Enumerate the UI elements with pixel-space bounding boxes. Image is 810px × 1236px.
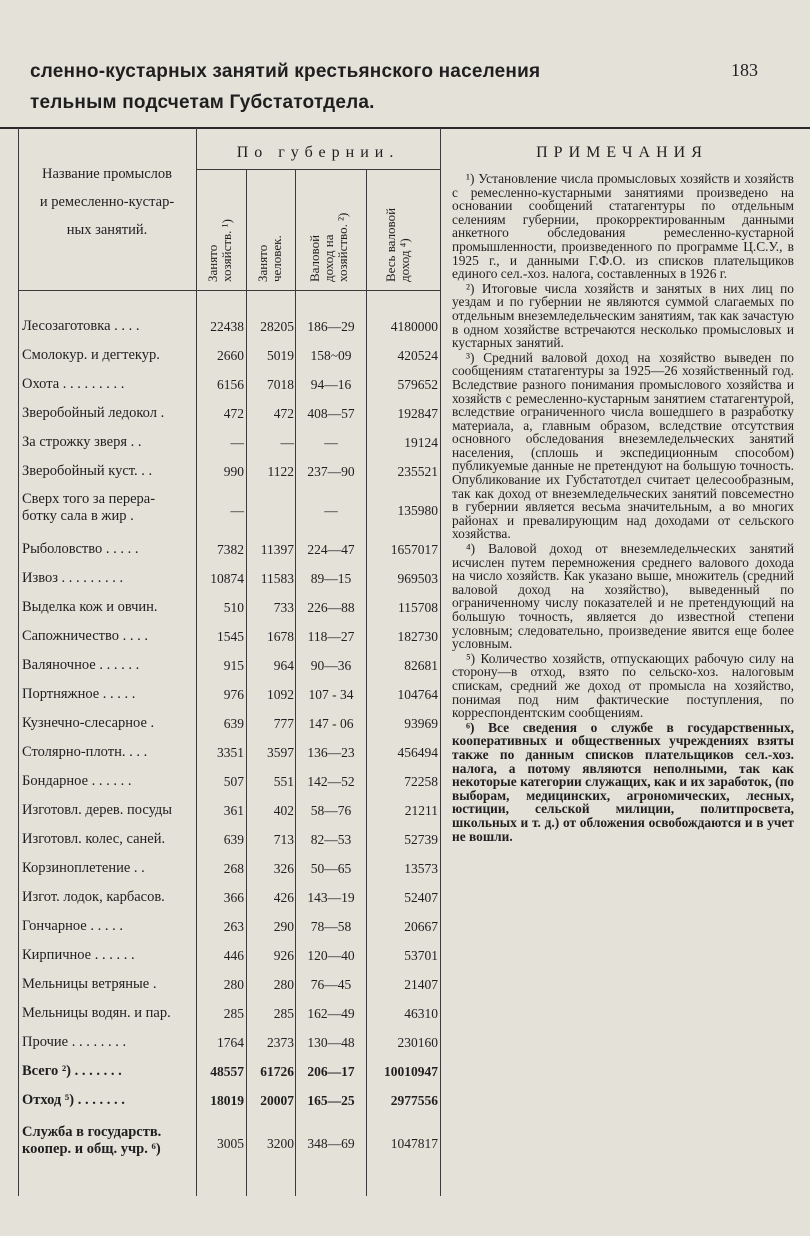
table-row bbox=[0, 773, 440, 802]
group-header: По губернии. bbox=[236, 144, 400, 161]
col-header-line: хозяйств. ¹) bbox=[219, 219, 234, 282]
note-1: ¹) Установление числа промысловых хозяйств и хозяйств с ремесленно-кустарными занятиями произведено на основании сообщений статагентуры по отдельным селениям губернии, прокорректированным данными анкетного обследования ремесленно-кустарной промышленности, произведенного по программе Ц.С.У., в 1925 г., и данными Г.Ф.О. из списков плательщиков единого сел.-хоз. налога, составленных в 1926 г. bbox=[452, 171, 794, 282]
row-name: Столярно-плотн. . . . bbox=[22, 744, 148, 760]
cell-c1: — bbox=[230, 435, 244, 450]
col-header-line: Занято bbox=[255, 244, 270, 282]
table-row bbox=[0, 318, 440, 347]
table-row bbox=[0, 434, 440, 463]
cell-c1: 976 bbox=[223, 687, 244, 702]
name-header-line: Название промыслов bbox=[42, 166, 172, 182]
col-header-persons bbox=[256, 235, 284, 282]
row-name: Охота . . . . . . . . . bbox=[22, 376, 125, 392]
cell-c4: 10010947 bbox=[384, 1064, 438, 1079]
cell-c2: 926 bbox=[273, 948, 294, 963]
cell-c2: 551 bbox=[273, 774, 294, 789]
cell-c2: 326 bbox=[273, 861, 294, 876]
table-row bbox=[0, 376, 440, 405]
cell-c4: 52739 bbox=[404, 832, 438, 847]
cell-c3: 142—52 bbox=[307, 774, 355, 789]
col-header-line: хозяйство. ²) bbox=[335, 212, 350, 282]
cell-c1: 18019 bbox=[210, 1093, 244, 1108]
note-2: ²) Итоговые числа хозяйств и занятых в них лиц по уездам и по губернии не являются суммой слагаемых по отдельным внеземледельческим занятиям, так как зачастую в одном хозяйстве встречаются несколько промысловых и кустарных занятий. bbox=[452, 280, 794, 351]
row-name: Выделка кож и овчин. bbox=[22, 599, 158, 615]
cell-c2: 20007 bbox=[260, 1093, 294, 1108]
cell-c4: 20667 bbox=[404, 919, 438, 934]
cell-c4: 19124 bbox=[404, 435, 438, 450]
cell-c3: 58—76 bbox=[310, 803, 352, 818]
cell-c2: 61726 bbox=[260, 1064, 294, 1079]
cell-c2: 713 bbox=[273, 832, 294, 847]
table-row bbox=[0, 463, 440, 492]
table-row bbox=[0, 1005, 440, 1034]
notes-body bbox=[452, 172, 794, 844]
cell-c3: 206—17 bbox=[307, 1064, 355, 1079]
cell-c2: 1678 bbox=[267, 629, 294, 644]
table-row bbox=[0, 405, 440, 434]
table-right-border bbox=[440, 128, 441, 1196]
cell-c3: 120—40 bbox=[307, 948, 355, 963]
cell-c4: 235521 bbox=[397, 464, 438, 479]
row-name: Лесозаготовка . . . . bbox=[22, 318, 140, 334]
table-row bbox=[0, 1124, 440, 1159]
table-row bbox=[0, 599, 440, 628]
cell-c4: 969503 bbox=[397, 571, 438, 586]
col-header-total-income bbox=[384, 208, 412, 282]
col-header-line: доход ⁴) bbox=[397, 238, 412, 282]
cell-c3: 165—25 bbox=[307, 1093, 355, 1108]
top-rule bbox=[0, 127, 810, 129]
cell-c3: — bbox=[324, 503, 338, 518]
row-name: Корзиноплетение . . bbox=[22, 860, 145, 876]
row-name: Всего ²) . . . . . . . bbox=[22, 1063, 122, 1079]
cell-c2: 2373 bbox=[267, 1035, 294, 1050]
row-name: Зверобойный ледокол . bbox=[22, 405, 165, 421]
cell-c1: 639 bbox=[223, 716, 244, 731]
cell-c2: 733 bbox=[273, 600, 294, 615]
cell-c4: 21407 bbox=[404, 977, 438, 992]
cell-c2: 472 bbox=[273, 406, 294, 421]
row-name: Сверх того за перера- bbox=[22, 491, 156, 507]
cell-c2: 280 bbox=[273, 977, 294, 992]
cell-c1: 268 bbox=[223, 861, 244, 876]
cell-c1: 285 bbox=[223, 1006, 244, 1021]
cell-c1: 6156 bbox=[217, 377, 244, 392]
row-name: Мельницы ветряные . bbox=[22, 976, 157, 992]
row-name-continued: коопер. и общ. учр. ⁶) bbox=[22, 1141, 161, 1157]
cell-c3: 143—19 bbox=[307, 890, 355, 905]
cell-c1: 510 bbox=[223, 600, 244, 615]
cell-c1: 915 bbox=[223, 658, 244, 673]
cell-c3: 94—16 bbox=[310, 377, 352, 392]
row-name: Гончарное . . . . . bbox=[22, 918, 123, 934]
cell-c3: 136—23 bbox=[307, 745, 355, 760]
cell-c1: 280 bbox=[223, 977, 244, 992]
cell-c3: 226—88 bbox=[307, 600, 355, 615]
cell-c3: 82—53 bbox=[310, 832, 352, 847]
row-name: Сапожничество . . . . bbox=[22, 628, 148, 644]
cell-c4: 1047817 bbox=[390, 1136, 438, 1151]
cell-c1: — bbox=[230, 503, 244, 518]
cell-c2: 1122 bbox=[267, 464, 294, 479]
table-row bbox=[0, 1063, 440, 1092]
row-name: Изготовл. колес, саней. bbox=[22, 831, 166, 847]
table-row bbox=[0, 347, 440, 376]
cell-c3: 348—69 bbox=[307, 1136, 355, 1151]
row-name: Мельницы водян. и пар. bbox=[22, 1005, 171, 1021]
row-name: Зверобойный куст. . . bbox=[22, 463, 153, 479]
note-6: ⁶) Все сведения о службе в государственных, кооперативных и общественных учреждениях взяты также по данным списков плательщиков сел.-хоз. налога, а потому являются неполными, так как некоторые категории служащих, как и их заработок, (по выборам, медицинских, агрономических, лесных, юстиции, сельской милиции, политпросвета, школьных и т. д.) от обложения освобождаются и в учет не вошли. bbox=[452, 719, 794, 844]
cell-c2: 3200 bbox=[267, 1136, 294, 1151]
cell-c3: 158~09 bbox=[310, 348, 352, 363]
cell-c2: 426 bbox=[273, 890, 294, 905]
col-header-households bbox=[206, 219, 234, 282]
cell-c3: 130—48 bbox=[307, 1035, 355, 1050]
cell-c2: 3597 bbox=[267, 745, 294, 760]
cell-c4: 135980 bbox=[397, 503, 438, 518]
cell-c4: 115708 bbox=[398, 600, 438, 615]
cell-c3: 78—58 bbox=[310, 919, 352, 934]
table-row bbox=[0, 947, 440, 976]
col-header-line: человек. bbox=[269, 235, 284, 282]
row-name: Бондарное . . . . . . bbox=[22, 773, 132, 789]
cell-c3: 118—27 bbox=[307, 629, 355, 644]
cell-c1: 1545 bbox=[217, 629, 244, 644]
table-row bbox=[0, 541, 440, 570]
table-row bbox=[0, 802, 440, 831]
row-name: Прочие . . . . . . . . bbox=[22, 1034, 127, 1050]
cell-c1: 361 bbox=[223, 803, 244, 818]
cell-c4: 21211 bbox=[404, 803, 438, 818]
cell-c3: 147 - 06 bbox=[308, 716, 354, 731]
row-name: Изгот. лодок, карбасов. bbox=[22, 889, 165, 905]
cell-c1: 10874 bbox=[210, 571, 244, 586]
cell-c1: 2660 bbox=[217, 348, 244, 363]
cell-c2: 1092 bbox=[267, 687, 294, 702]
table-row bbox=[0, 628, 440, 657]
cell-c2: 5019 bbox=[267, 348, 294, 363]
cell-c2: 285 bbox=[273, 1006, 294, 1021]
page-number: 183 bbox=[731, 60, 758, 80]
table-row bbox=[0, 1034, 440, 1063]
table-row bbox=[0, 686, 440, 715]
table-row bbox=[0, 1092, 440, 1121]
notes-title: ПРИМЕЧАНИЯ bbox=[536, 144, 708, 161]
row-name: Валяночное . . . . . . bbox=[22, 657, 140, 673]
table-row bbox=[0, 744, 440, 773]
cell-c2: 28205 bbox=[260, 319, 294, 334]
col-header-line: Весь валовой bbox=[383, 207, 398, 282]
table-row bbox=[0, 889, 440, 918]
cell-c4: 579652 bbox=[397, 377, 438, 392]
cell-c4: 93969 bbox=[404, 716, 438, 731]
cell-c1: 639 bbox=[223, 832, 244, 847]
col-header-line: доход на bbox=[321, 234, 336, 282]
row-name: За строжку зверя . . bbox=[22, 434, 142, 450]
cell-c1: 472 bbox=[223, 406, 244, 421]
cell-c2: 11397 bbox=[260, 542, 294, 557]
row-name-continued: ботку сала в жир . bbox=[22, 508, 134, 524]
cell-c4: 230160 bbox=[397, 1035, 438, 1050]
cell-c4: 456494 bbox=[397, 745, 438, 760]
cell-c4: 104764 bbox=[397, 687, 438, 702]
cell-c3: 89—15 bbox=[310, 571, 352, 586]
table-row bbox=[0, 715, 440, 744]
cell-c1: 7382 bbox=[217, 542, 244, 557]
note-4: ⁴) Валовой доход от внеземледельческих занятий исчислен путем перемножения среднего валового дохода на число хозяйств. Как указано выше, множитель (средний валовой доход на хозяйство), выведенный по ограниченному числу показателей и не претендующий на большую точность, является до известной степени условным; следовательно, произведение явится еще более условным. bbox=[452, 541, 794, 652]
table-row bbox=[0, 570, 440, 599]
cell-c2: 964 bbox=[273, 658, 294, 673]
row-name: Служба в государств. bbox=[22, 1124, 162, 1140]
table-row bbox=[0, 860, 440, 889]
table-row bbox=[0, 657, 440, 686]
row-name: Смолокур. и дегтекур. bbox=[22, 347, 160, 363]
table-row bbox=[0, 491, 440, 526]
cell-c1: 1764 bbox=[217, 1035, 244, 1050]
col-header-income-per-household bbox=[308, 213, 350, 282]
cell-c4: 2977556 bbox=[390, 1093, 438, 1108]
group-header-rule bbox=[196, 169, 440, 170]
cell-c3: 237—90 bbox=[307, 464, 355, 479]
row-name: Рыболовство . . . . . bbox=[22, 541, 139, 557]
cell-c1: 446 bbox=[223, 948, 244, 963]
table-row bbox=[0, 918, 440, 947]
cell-c4: 1657017 bbox=[390, 542, 438, 557]
row-name: Отход ⁵) . . . . . . . bbox=[22, 1092, 125, 1108]
note-5: ⁵) Количество хозяйств, отпускающих рабочую силу на сторону—в отход, взято по сельско-хоз. налоговым спискам, средний же доход от промысла на хозяйство, понимая под ним фактические поступления, по корреспондентским сообщениям. bbox=[452, 650, 794, 721]
cell-c4: 82681 bbox=[404, 658, 438, 673]
col-header-line: Занято bbox=[205, 244, 220, 282]
cell-c4: 192847 bbox=[397, 406, 438, 421]
cell-c1: 3005 bbox=[217, 1136, 244, 1151]
cell-c3: 90—36 bbox=[310, 658, 352, 673]
cell-c1: 263 bbox=[223, 919, 244, 934]
row-name: Извоз . . . . . . . . . bbox=[22, 570, 124, 586]
col-header-line: Валовой bbox=[307, 234, 322, 282]
cell-c2: — bbox=[280, 435, 294, 450]
cell-c1: 48557 bbox=[210, 1064, 244, 1079]
cell-c3: 50—65 bbox=[310, 861, 352, 876]
cell-c2: 290 bbox=[273, 919, 294, 934]
cell-c3: 107 - 34 bbox=[308, 687, 354, 702]
cell-c1: 990 bbox=[223, 464, 244, 479]
cell-c3: 408—57 bbox=[307, 406, 355, 421]
name-column-header bbox=[22, 160, 192, 244]
cell-c4: 182730 bbox=[397, 629, 438, 644]
page-header-line-1: сленно-кустарных занятий крестьянского населения bbox=[30, 61, 541, 82]
note-3: ³) Средний валовой доход на хозяйство выведен по сообщениям статагентуры за 1925—26 хозяйственный год. Вследствие разного понимания промыслового хозяйства и хозяйств с ремесленно-кустарным занятием статагентурой, вследствие ограниченного числа вошедшего в разработку материала, а, главным образом, вследствие отсутствия основного обследования внеземледельческих занятий населения, (сплошь и экспедиционным способом) публикуемые данные не претендуют на большую точность. Опубликование их Губстатотдел считает целесообразным, так как доход от внеземледельческих занятий повсеместно в губернии является весьма значительным, а во многих районах и превалирующим над доходами от сельского хозяйства. bbox=[452, 349, 794, 542]
cell-c1: 507 bbox=[223, 774, 244, 789]
cell-c3: — bbox=[324, 435, 338, 450]
cell-c2: 402 bbox=[273, 803, 294, 818]
cell-c4: 72258 bbox=[404, 774, 438, 789]
cell-c4: 13573 bbox=[404, 861, 438, 876]
row-name: Портняжное . . . . . bbox=[22, 686, 136, 702]
cell-c2: 11583 bbox=[260, 571, 294, 586]
cell-c1: 22438 bbox=[210, 319, 244, 334]
name-header-line: и ремесленно-кустар- bbox=[39, 194, 175, 210]
table-row bbox=[0, 831, 440, 860]
name-header-line: ных занятий. bbox=[66, 222, 148, 238]
cell-c3: 76—45 bbox=[310, 977, 352, 992]
cell-c3: 186—29 bbox=[307, 319, 355, 334]
row-name: Кирпичное . . . . . . bbox=[22, 947, 135, 963]
page-header-line-2: тельным подсчетам Губстатотдела. bbox=[30, 92, 375, 113]
header-bottom-rule bbox=[18, 290, 440, 291]
table-row bbox=[0, 976, 440, 1005]
row-name: Кузнечно-слесарное . bbox=[22, 715, 155, 731]
cell-c4: 53701 bbox=[404, 948, 438, 963]
row-name: Изготовл. дерев. посуды bbox=[22, 802, 173, 818]
cell-c1: 3351 bbox=[217, 745, 244, 760]
cell-c3: 224—47 bbox=[307, 542, 355, 557]
cell-c1: 366 bbox=[223, 890, 244, 905]
cell-c4: 420524 bbox=[397, 348, 438, 363]
cell-c4: 4180000 bbox=[390, 319, 438, 334]
cell-c3: 162—49 bbox=[307, 1006, 355, 1021]
cell-c2: 777 bbox=[273, 716, 294, 731]
cell-c2: 7018 bbox=[267, 377, 294, 392]
cell-c4: 52407 bbox=[404, 890, 438, 905]
cell-c4: 46310 bbox=[404, 1006, 438, 1021]
